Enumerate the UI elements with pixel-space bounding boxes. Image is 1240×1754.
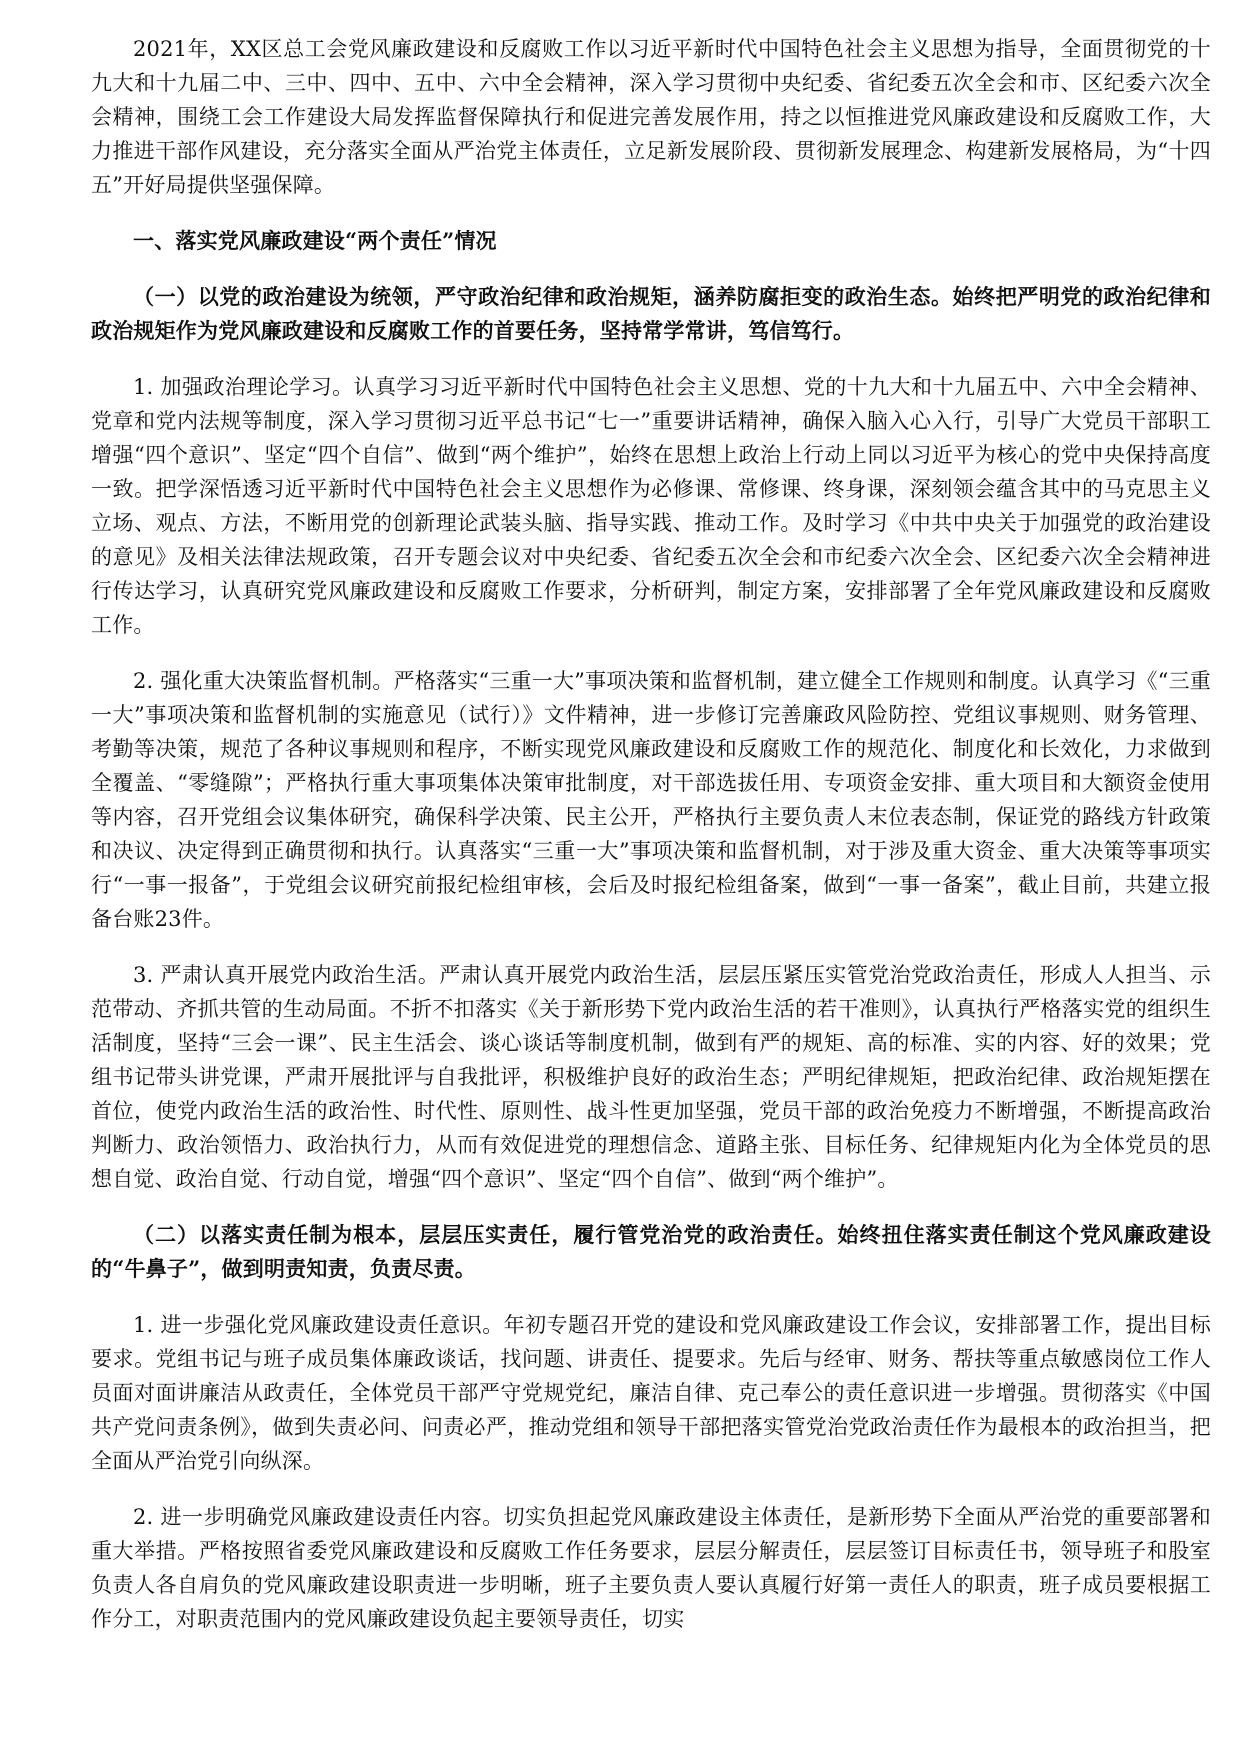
subsection-2-heading: （二）以落实责任制为根本，层层压实责任，履行管党治党的政治责任。始终扭住落实责任制这个党风廉政建设的“牛鼻子”，做到明责知责，负责尽责。 bbox=[91, 1222, 1211, 1281]
subsection-1-heading: （一）以党的政治建设为统领，严守政治纪律和政治规矩，涵养防腐拒变的政治生态。始终把严明党的政治纪律和政治规矩作为党风廉政建设和反腐败工作的首要任务，坚持常学常讲，笃信笃行。 bbox=[91, 284, 1211, 343]
subsection-1-item-3: 3. 严肃认真开展党内政治生活。严肃认真开展党内政治生活，层层压紧压实管党治党政治责任，形成人人担当、示范带动、齐抓共管的生动局面。不折不扣落实《关于新形势下党内政治生活的若干准则》，认真执行严格落实党的组织生活制度，坚持“三会一课”、民主生活会、谈心谈话等制度机制，做到有严的规矩、高的标准、实的内容、好的效果；党组书记带头讲党课，严肃开展批评与自我批评，积极维护良好的政治生态；严明纪律规矩，把政治纪律、政治规矩摆在首位，使党内政治生活的政治性、时代性、原则性、战斗性更加坚强，党员干部的政治免疫力不断增强，不断提高政治判断力、政治领悟力、政治执行力，从而有效促进党的理想信念、道路主张、目标任务、纪律规矩内化为全体党员的思想自觉、政治自觉、行动自觉，增强“四个意识”、坚定“四个自信”、做到“两个维护”。 bbox=[91, 963, 1211, 1191]
document-page bbox=[91, 32, 1211, 1636]
subsection-1-item-1: 1. 加强政治理论学习。认真学习习近平新时代中国特色社会主义思想、党的十九大和十九届五中、六中全会精神、党章和党内法规等制度，深入学习贯彻习近平总书记“七一”重要讲话精神，确保入脑入心入行，引导广大党员干部职工增强“四个意识”、坚定“四个自信”、做到“两个维护”，始终在思想上政治上行动上同以习近平为核心的党中央保持高度一致。把学深悟透习近平新时代中国特色社会主义思想作为必修课、常修课、终身课，深刻领会蕴含其中的马克思主义立场、观点、方法，不断用党的创新理论武装头脑、指导实践、推动工作。及时学习《中共中央关于加强党的政治建设的意见》及相关法律法规政策，召开专题会议对中央纪委、省纪委五次全会和市纪委六次全会、区纪委六次全会精神进行传达学习，认真研究党风廉政建设和反腐败工作要求，分析研判，制定方案，安排部署了全年党风廉政建设和反腐败工作。 bbox=[91, 375, 1211, 637]
section-1-heading: 一、落实党风廉政建设“两个责任”情况 bbox=[133, 228, 497, 253]
intro-paragraph: 2021年，XX区总工会党风廉政建设和反腐败工作以习近平新时代中国特色社会主义思想为指导，全面贯彻党的十九大和十九届二中、三中、四中、五中、六中全会精神，深入学习贯彻中央纪委、省纪委五次全会和市、区纪委六次全会精神，围绕工会工作建设大局发挥监督保障执行和促进完善发展作用，持之以恒推进党风廉政建设和反腐败工作，大力推进干部作风建设，充分落实全面从严治党主体责任，立足新发展阶段、贯彻新发展理念、构建新发展格局，为“十四五”开好局提供坚强保障。 bbox=[91, 37, 1211, 197]
subsection-1-item-2: 2. 强化重大决策监督机制。严格落实“三重一大”事项决策和监督机制，建立健全工作规则和制度。认真学习《“三重一大”事项决策和监督机制的实施意见（试行）》文件精神，进一步修订完善廉政风险防控、党组议事规则、财务管理、考勤等决策，规范了各种议事规则和程序，不断实现党风廉政建设和反腐败工作的规范化、制度化和长效化，力求做到全覆盖、“零缝隙”；严格执行重大事项集体决策审批制度，对干部选拔任用、专项资金安排、重大项目和大额资金使用等内容，召开党组会议集体研究，确保科学决策、民主公开，严格执行主要负责人末位表态制，保证党的路线方针政策和决议、决定得到正确贯彻和执行。认真落实“三重一大”事项决策和监督机制，对于涉及重大资金、重大决策等事项实行“一事一报备”，于党组会议研究前报纪检组审核，会后及时报纪检组备案，做到“一事一备案”，截止目前，共建立报备台账23件。 bbox=[91, 669, 1211, 931]
subsection-2-item-1: 1. 进一步强化党风廉政建设责任意识。年初专题召开党的建设和党风廉政建设工作会议，安排部署工作，提出目标要求。党组书记与班子成员集体廉政谈话，找问题、讲责任、提要求。先后与经审、财务、帮扶等重点敏感岗位工作人员面对面讲廉洁从政责任，全体党员干部严守党规党纪，廉洁自律、克己奉公的责任意识进一步增强。贯彻落实《中国共产党问责条例》，做到失责必问、问责必严，推动党组和领导干部把落实管党治党政治责任作为最根本的政治担当，把全面从严治党引向纵深。 bbox=[91, 1313, 1211, 1473]
subsection-2-item-2: 2. 进一步明确党风廉政建设责任内容。切实负担起党风廉政建设主体责任，是新形势下全面从严治党的重要部署和重大举措。严格按照省委党风廉政建设和反腐败工作任务要求，层层分解责任，层层签订目标责任书，领导班子和股室负责人各自肩负的党风廉政建设职责进一步明晰，班子主要负责人要认真履行好第一责任人的职责，班子成员要根据工作分工，对职责范围内的党风廉政建设负起主要领导责任，切实 bbox=[91, 1505, 1211, 1631]
